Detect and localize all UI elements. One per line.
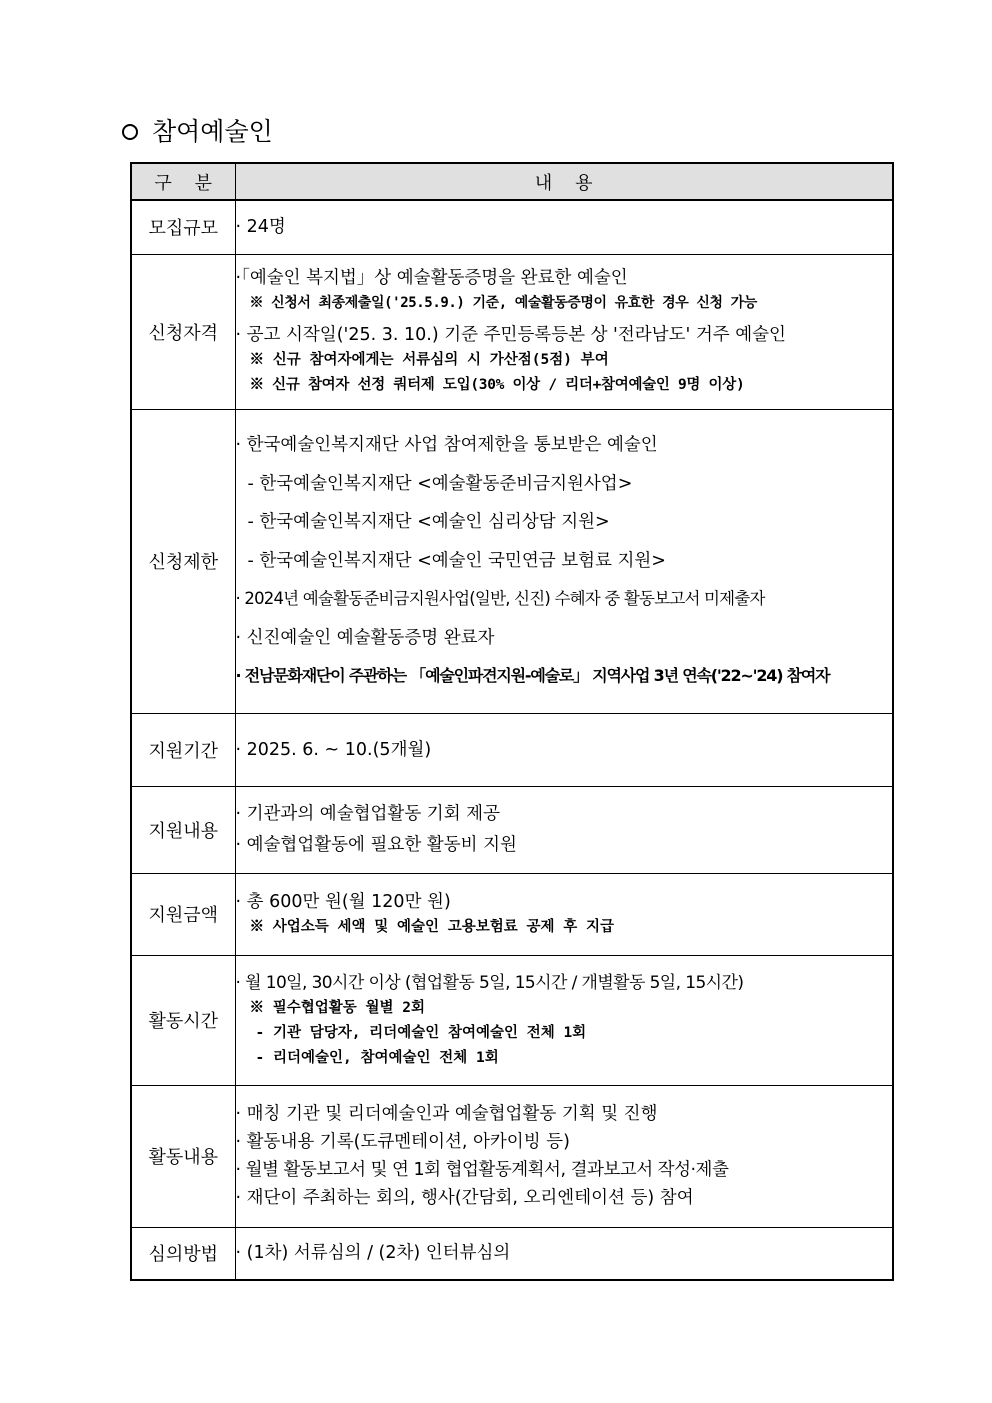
row-line: · 2024년 예술활동준비금지원사업(일반, 신진) 수혜자 중 활동보고서 미제출자	[235, 589, 765, 609]
row-label: 활동내용	[131, 1085, 235, 1227]
row-line: · 월 10일, 30시간 이상 (협업활동 5일, 15시간 / 개별활동 5일, 15시간)	[235, 972, 744, 993]
section-title-text: 참여예술인	[152, 117, 273, 146]
row-line: - 한국예술인복지재단 <예술인 심리상담 지원>	[247, 512, 610, 533]
row-content	[235, 409, 893, 713]
table-header-row	[131, 163, 893, 200]
row-line: - 한국예술인복지재단 <예술활동준비금지원사업>	[247, 473, 633, 494]
row-line: - 한국예술인복지재단 <예술인 국민연금 보험료 지원>	[247, 550, 666, 571]
row-content	[235, 254, 893, 409]
row-note: ※ 신청서 최종제출일('25.5.9.) 기준, 예술활동증명이 유효한 경우 신청 가능	[249, 295, 757, 311]
circle-outline-icon	[122, 124, 138, 140]
header-content: 내 용	[235, 163, 893, 200]
row-line: · 전남문화재단이 주관하는 「예술인파견지원-예술로」 지역사업 3년 연속('22~'24) 참여자	[235, 666, 830, 686]
participant-artist-table	[130, 162, 894, 1281]
row-label: 지원기간	[131, 713, 235, 786]
row-note: ※ 신규 참여자 선정 쿼터제 도입(30% 이상 / 리더+참여예술인 9명 이상)	[249, 377, 745, 393]
table-row	[131, 1085, 893, 1227]
row-content	[235, 1085, 893, 1227]
table-row	[131, 955, 893, 1085]
section-title	[122, 112, 273, 152]
row-note: ※ 사업소득 세액 및 예술인 고용보험료 공제 후 지급	[249, 918, 614, 935]
row-line: · 재단이 주최하는 회의, 행사(간담회, 오리엔테이션 등) 참여	[235, 1188, 694, 1208]
row-line: · 기관과의 예술협업활동 기회 제공	[235, 803, 500, 824]
row-line: · 한국예술인복지재단 사업 참여제한을 통보받은 예술인	[235, 435, 658, 456]
row-line: · (1차) 서류심의 / (2차) 인터뷰심의	[235, 1243, 511, 1264]
row-label: 활동시간	[131, 955, 235, 1085]
table-row	[131, 786, 893, 873]
row-line: · 총 600만 원(월 120만 원)	[235, 891, 451, 912]
table-row	[131, 873, 893, 955]
row-line: · 활동내용 기록(도큐멘테이션, 아카이빙 등)	[235, 1132, 570, 1152]
table-row	[131, 713, 893, 786]
row-line: · 월별 활동보고서 및 연 1회 협업활동계획서, 결과보고서 작성·제출	[235, 1160, 729, 1180]
row-line: · 2025. 6. ~ 10.(5개월)	[235, 739, 432, 760]
table-row	[131, 1227, 893, 1280]
table-row	[131, 254, 893, 409]
row-line: · 매칭 기관 및 리더예술인과 예술협업활동 기획 및 진행	[235, 1104, 658, 1124]
row-content	[235, 713, 893, 786]
row-content	[235, 873, 893, 955]
header-category: 구 분	[131, 163, 235, 200]
row-line: · 공고 시작일('25. 3. 10.) 기준 주민등록등본 상 '전라남도' 거주 예술인	[235, 325, 786, 345]
row-line: · 24명	[235, 217, 286, 238]
row-content	[235, 786, 893, 873]
row-note: - 리더예술인, 참여예술인 전체 1회	[255, 1049, 499, 1066]
row-label: 신청자격	[131, 254, 235, 409]
row-label: 모집규모	[131, 200, 235, 254]
row-line: · 신진예술인 예술활동증명 완료자	[235, 627, 495, 648]
row-content	[235, 1227, 893, 1280]
row-note: ※ 필수협업활동 월별 2회	[249, 999, 425, 1016]
row-label: 지원금액	[131, 873, 235, 955]
row-note: ※ 신규 참여자에게는 서류심의 시 가산점(5점) 부여	[249, 352, 609, 368]
table-row	[131, 200, 893, 254]
row-content	[235, 200, 893, 254]
row-label: 지원내용	[131, 786, 235, 873]
row-label: 신청제한	[131, 409, 235, 713]
row-label: 심의방법	[131, 1227, 235, 1280]
table-row	[131, 409, 893, 713]
row-line: · 예술협업활동에 필요한 활동비 지원	[235, 834, 517, 855]
row-content	[235, 955, 893, 1085]
row-line: ·「예술인 복지법」상 예술활동증명을 완료한 예술인	[235, 268, 628, 288]
row-note: - 기관 담당자, 리더예술인 참여예술인 전체 1회	[255, 1024, 587, 1041]
